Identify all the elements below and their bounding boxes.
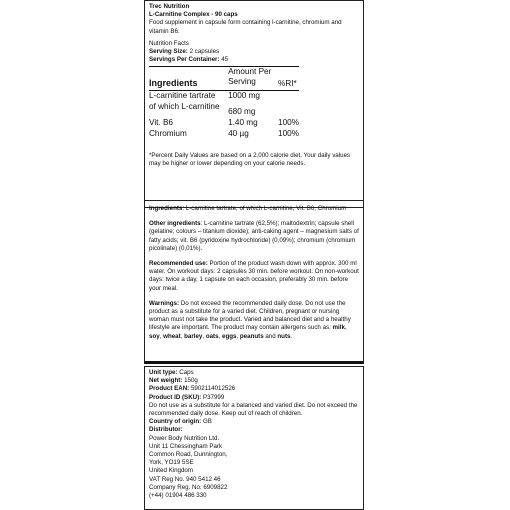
allergen-separator: ,: [202, 332, 206, 340]
col-amount: Amount Per Serving: [228, 67, 272, 87]
warnings-section: Warnings: Do not exceed the recommended daily dose. Do not use the product as a substitute for a varied diet. Children, pregnant or nursing woman must not take the product. Varied and balanced diet and a healthy lifestyle are important. The product may contain allergens such as: milk, soy, wheat, barley, oats, eggs, peanuts and nuts.: [149, 299, 351, 340]
allergen-item: barley: [184, 332, 203, 340]
col-ingredients: Ingredients: [149, 78, 198, 89]
distributor-line: Unit 11 Chessingham Park: [149, 442, 223, 450]
product-info-panel: [144, 366, 364, 510]
table-row: Vit. B6 1.40 mg 100%: [149, 118, 299, 128]
allergen-item: oats: [205, 332, 219, 340]
allergen-item: nuts: [277, 332, 291, 340]
ingredients-section: Ingredients: L-carnitine tartrate, of which L-carnitine, Vit. B6, Chromium: [149, 205, 347, 212]
net-weight: Net weight: 150g: [149, 377, 198, 385]
recommended-use-section: Recommended use: Portion of the product wash down with approx. 300 ml water. On workout days: 2 capsules 30 min. before workout. On non-workout days: twice a day, 1 capsule on each occasion, preferably 30 min. before your meal.: [149, 260, 359, 292]
nutrition-table-header: [149, 67, 299, 91]
product-name: L-Carnitine Complex - 90 caps: [149, 11, 238, 19]
allergen-separator: and: [263, 332, 278, 340]
distributor-line: United Kingdom: [149, 467, 194, 475]
allergen-separator: ,: [218, 332, 222, 340]
allergen-separator: ,: [344, 324, 347, 332]
ingredients-panel: [144, 200, 364, 364]
allergen-item: soy: [149, 332, 160, 340]
servings-per-container: Servings Per Container: 45: [149, 56, 229, 64]
distributor-line: VAT Reg No. 940 5412 46: [149, 475, 221, 483]
allergen-item: wheat: [163, 332, 181, 340]
product-ean: Product EAN: 5902114012526: [149, 385, 236, 393]
distributor-line: York, YO19 5SE: [149, 459, 194, 467]
allergen-separator: .: [290, 332, 293, 340]
product-sku: Product ID (SKU): P37999: [149, 393, 225, 401]
distributor-line: (+44) 01904 486 330: [149, 492, 207, 500]
col-ri: %RI*: [278, 79, 297, 89]
usage-note: Do not use as a substitute for a balanced and varied diet. Do not exceed the recommended daily dose. Keep out of reach of children.: [149, 401, 358, 418]
table-row: of which L-carnitine 680 mg: [149, 102, 256, 117]
allergen-separator: ,: [180, 332, 185, 340]
brand-name: Trec Nutrition: [149, 3, 190, 10]
distributor-label: Distributor:: [149, 426, 183, 434]
nutrition-facts-panel: [144, 0, 364, 208]
serving-size: Serving Size: 2 capsules: [149, 48, 220, 56]
daily-values-footnote: *Percent Daily Values are based on a 2,000 calorie diet. Your daily values may be higher or lower depending on your calorie needs.: [149, 152, 351, 168]
product-description: Food supplement in capsule form containing l-carnitine, chromium and vitamin B6.: [149, 19, 342, 35]
allergen-item: peanuts: [239, 332, 264, 340]
distributor-line: Common Road, Dunnington,: [149, 451, 228, 459]
allergen-item: eggs: [222, 332, 237, 340]
nutrition-table: [149, 66, 299, 140]
distributor-line: Company Reg. No. 6909822: [149, 483, 228, 491]
allergen-separator: ,: [236, 332, 240, 340]
unit-type: Unit type: Caps: [149, 369, 194, 376]
nutrition-heading: Nutrition Facts: [149, 39, 189, 47]
other-ingredients-section: Other ingredients: L-carnitine tartrate (62,5%); maltodextrin; capsule shell (gelatine; colours – titanium dioxide); anti-caking agent – magnesium salts of fatty acids; vit. B6 (pyridoxine hydrochloride) (0,09%); chromium (chromium picolinate) (0,01%).: [149, 220, 359, 252]
country-of-origin: Country of origin: GB: [149, 418, 212, 426]
table-row: L-carnitine tartrate 1000 mg: [149, 91, 299, 103]
distributor-line: Power Body Nutrition Ltd.: [149, 434, 220, 442]
table-row: Chromium 40 µg 100%: [149, 129, 299, 139]
allergen-separator: ,: [159, 332, 164, 340]
allergen-item: milk: [332, 324, 345, 332]
